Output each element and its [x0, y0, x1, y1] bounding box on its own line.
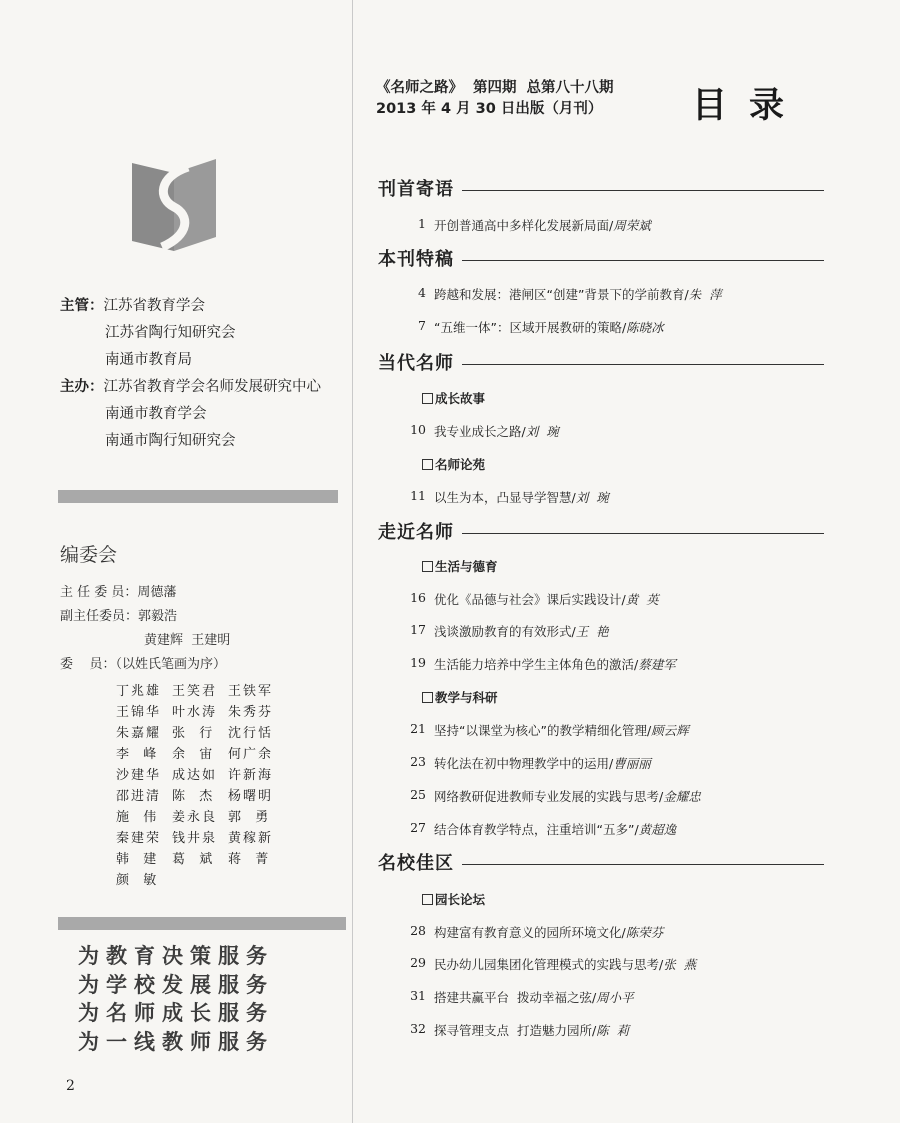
member-name: 施 伟: [116, 810, 159, 825]
supervisor-name: 南通市教育局: [105, 352, 192, 368]
journal-name: 《名师之路》: [376, 80, 463, 96]
entry-page: 21: [410, 721, 426, 736]
entry-title: 以生为本，凸显导学智慧/: [434, 490, 576, 505]
checkbox-square-icon: [422, 561, 433, 572]
toc-section: [378, 519, 824, 543]
section-rule: [462, 190, 824, 191]
member-name: 朱秀芬: [228, 705, 274, 720]
toc-entry[interactable]: [396, 1021, 629, 1039]
entry-author: 黄 英: [625, 592, 659, 607]
entry-page: 28: [410, 923, 426, 938]
entry-author: 曹丽丽: [613, 756, 651, 771]
director-name: 周德藩: [137, 585, 177, 600]
supervisor-name: 江苏省陶行知研究会: [105, 325, 236, 341]
slogan-line: 为名师成长服务: [78, 1000, 274, 1025]
entry-title: 跨越和发展：港闸区“创建”背景下的学前教育/: [434, 287, 689, 302]
members-label: 委 员：: [60, 657, 116, 672]
section-rule: [462, 260, 824, 261]
section-rule: [462, 864, 824, 865]
publisher-logo: [128, 155, 220, 255]
member-name: 王锦华: [116, 705, 162, 720]
slogan-line: 为教育决策服务: [78, 943, 274, 968]
member-name: 蒋 菁: [228, 852, 271, 867]
member-row: [116, 722, 316, 743]
entry-title: 搭建共赢平台 拨动幸福之弦/: [434, 990, 597, 1005]
sponsor-name: 江苏省教育学会名师发展研究中心: [103, 379, 321, 395]
member-name: 杨曙明: [228, 789, 274, 804]
member-name: 许新海: [228, 768, 274, 783]
publish-date-line: [376, 97, 602, 118]
entry-author: 陈荣芬: [625, 925, 664, 940]
sponsor-label: 主办：: [60, 379, 104, 395]
toc-entry[interactable]: [396, 655, 676, 673]
supervisor-block: [60, 293, 321, 455]
member-name: 张 行: [172, 726, 215, 741]
member-row: [116, 869, 316, 890]
entry-page: 27: [410, 820, 426, 835]
member-name: 余 宙: [172, 747, 215, 762]
member-name: 郭 勇: [228, 810, 271, 825]
section-rule: [462, 364, 824, 365]
divider-bar-bottom: [58, 917, 346, 930]
toc-entry[interactable]: [396, 955, 696, 973]
toc-subsection: [422, 688, 498, 706]
entry-title: “五维一体”：区域开展教研的策略/: [434, 320, 627, 335]
member-name: 黄稼新: [228, 831, 274, 846]
total-issue: 总第八十八期: [526, 80, 614, 96]
issue-number: 第四期: [473, 80, 517, 96]
toc-entry[interactable]: [396, 285, 722, 303]
entry-page: 19: [410, 655, 426, 670]
toc-entry[interactable]: [396, 422, 559, 440]
sponsor-name: 南通市教育学会: [105, 406, 207, 422]
entry-title: 探寻管理支点 打造魅力园所/: [434, 1023, 597, 1038]
subsection-title: 名师论苑: [435, 457, 486, 472]
entry-title: 优化《品德与社会》课后实践设计/: [434, 592, 626, 607]
member-name: 钱井泉: [172, 831, 218, 846]
entry-author: 周荣斌: [613, 218, 651, 233]
deputy-label: 副主任委员：: [60, 609, 139, 624]
entry-author: 王 艳: [575, 624, 609, 639]
member-name: 王笑君: [172, 684, 218, 699]
entry-page: 11: [410, 488, 426, 503]
entry-author: 朱 萍: [688, 287, 722, 302]
toc-section: [378, 176, 824, 200]
member-name: 何广余: [228, 747, 274, 762]
toc-entry[interactable]: [396, 590, 659, 608]
toc-subsection: [422, 890, 485, 908]
entry-page: 7: [418, 318, 426, 333]
entry-title: 浅谈激励教育的有效形式/: [434, 624, 576, 639]
editorial-board-title: 编委会: [60, 544, 118, 566]
toc-entry[interactable]: [396, 318, 664, 336]
entry-page: 29: [410, 955, 426, 970]
publish-date: 2013 年 4 月 30 日出版: [376, 101, 545, 117]
entry-title: 结合体育教学特点，注重培训“五多”/: [434, 822, 639, 837]
toc-section: [378, 246, 824, 270]
member-name: 叶水涛: [172, 705, 218, 720]
toc-subsection: [422, 557, 498, 575]
section-rule: [462, 533, 824, 534]
entry-author: 黄超逸: [638, 822, 677, 837]
entry-title: 生活能力培养中学生主体角色的激活/: [434, 657, 639, 672]
section-title: 走近名师: [378, 522, 454, 543]
member-name: 秦建荣: [116, 831, 162, 846]
divider-bar-top: [58, 490, 338, 503]
member-name: 陈 杰: [172, 789, 215, 804]
entry-author: 蔡建军: [638, 657, 676, 672]
member-name: 王铁军: [228, 684, 274, 699]
entry-title: 构建富有教育意义的园所环境文化/: [434, 925, 626, 940]
toc-entry[interactable]: [396, 754, 651, 772]
sponsor-name: 南通市陶行知研究会: [105, 433, 236, 449]
entry-page: 32: [410, 1021, 426, 1036]
member-name: 朱嘉耀: [116, 726, 162, 741]
member-row: [116, 743, 316, 764]
subsection-title: 教学与科研: [435, 690, 498, 705]
section-title: 当代名师: [378, 353, 454, 374]
toc-entry[interactable]: [396, 988, 634, 1006]
checkbox-square-icon: [422, 393, 433, 404]
board-members-grid: [116, 680, 316, 890]
entry-title: 民办幼儿园集团化管理模式的实践与思考/: [434, 957, 664, 972]
entry-author: 顾云辉: [651, 723, 689, 738]
entry-author: 刘 琬: [525, 424, 559, 439]
member-name: 邵进清: [116, 789, 162, 804]
toc-subsection: [422, 455, 485, 473]
deputy-name: 黄建辉 王建明: [144, 633, 231, 648]
board-members-line: [60, 654, 226, 676]
checkbox-square-icon: [422, 894, 433, 905]
slogan-line: 为学校发展服务: [78, 971, 274, 997]
toc-title: 目录: [692, 86, 807, 126]
members-note: （以姓氏笔画为序）: [115, 657, 227, 672]
member-row: [116, 806, 316, 827]
checkbox-square-icon: [422, 459, 433, 470]
toc-entry[interactable]: [396, 488, 609, 506]
frequency: （月刊）: [544, 101, 603, 117]
toc-section: [378, 850, 824, 874]
subsection-title: 园长论坛: [435, 892, 486, 907]
entry-author: 陈 莉: [596, 1023, 630, 1038]
subsection-title: 生活与德育: [435, 559, 498, 574]
board-deputy-line: [60, 606, 177, 628]
entry-author: 刘 琬: [575, 490, 609, 505]
deputy-name: 郭毅浩: [138, 609, 178, 624]
entry-page: 4: [418, 285, 426, 300]
page-number: 2: [66, 1078, 75, 1094]
member-name: 韩 建: [116, 852, 159, 867]
member-row: [116, 701, 316, 722]
entry-title: 开创普通高中多样化发展新局面/: [434, 218, 614, 233]
subsection-title: 成长故事: [435, 391, 486, 406]
member-name: 颜 敏: [116, 873, 159, 888]
toc-subsection: [422, 389, 485, 407]
entry-title: 转化法在初中物理教学中的运用/: [434, 756, 614, 771]
supervisor-name: 江苏省教育学会: [103, 298, 205, 314]
entry-title: 我专业成长之路/: [434, 424, 526, 439]
board-director-line: [60, 582, 176, 604]
slogan-line: 为一线教师服务: [78, 1028, 274, 1054]
issue-info-line: [376, 76, 614, 97]
toc-entry[interactable]: [396, 622, 609, 640]
supervisor-label: 主管：: [60, 298, 104, 314]
member-row: [116, 848, 316, 869]
toc-entry[interactable]: [396, 721, 689, 739]
entry-author: 金耀忠: [663, 789, 701, 804]
member-name: 李 峰: [116, 747, 159, 762]
toc-entry[interactable]: [396, 216, 651, 234]
member-row: [116, 764, 316, 785]
slogan-block: [78, 942, 274, 1056]
entry-page: 31: [410, 988, 426, 1003]
section-title: 名校佳区: [378, 853, 454, 874]
entry-author: 陈晓冰: [626, 320, 664, 335]
member-name: 葛 斌: [172, 852, 215, 867]
entry-page: 17: [410, 622, 426, 637]
section-title: 刊首寄语: [378, 179, 454, 200]
toc-entry[interactable]: [396, 787, 701, 805]
member-name: 成达如: [172, 768, 218, 783]
page-fold-divider: [352, 0, 353, 1123]
entry-page: 23: [410, 754, 426, 769]
member-name: 沙建华: [116, 768, 162, 783]
toc-section: [378, 350, 824, 374]
section-title: 本刊特稿: [378, 249, 454, 270]
entry-page: 16: [410, 590, 426, 605]
member-row: [116, 680, 316, 701]
member-row: [116, 827, 316, 848]
entry-page: 1: [418, 216, 426, 231]
entry-title: 坚持“以课堂为核心”的教学精细化管理/: [434, 723, 652, 738]
checkbox-square-icon: [422, 692, 433, 703]
member-row: [116, 785, 316, 806]
entry-page: 10: [410, 422, 426, 437]
entry-author: 张 燕: [663, 957, 697, 972]
member-name: 丁兆雄: [116, 684, 162, 699]
member-name: 姜永良: [172, 810, 218, 825]
toc-entry[interactable]: [396, 820, 676, 838]
entry-title: 网络教研促进教师专业发展的实践与思考/: [434, 789, 664, 804]
entry-page: 25: [410, 787, 426, 802]
member-name: 沈行恬: [228, 726, 274, 741]
toc-entry[interactable]: [396, 923, 663, 941]
entry-author: 周小平: [596, 990, 634, 1005]
director-label: 主 任 委 员：: [60, 585, 138, 600]
